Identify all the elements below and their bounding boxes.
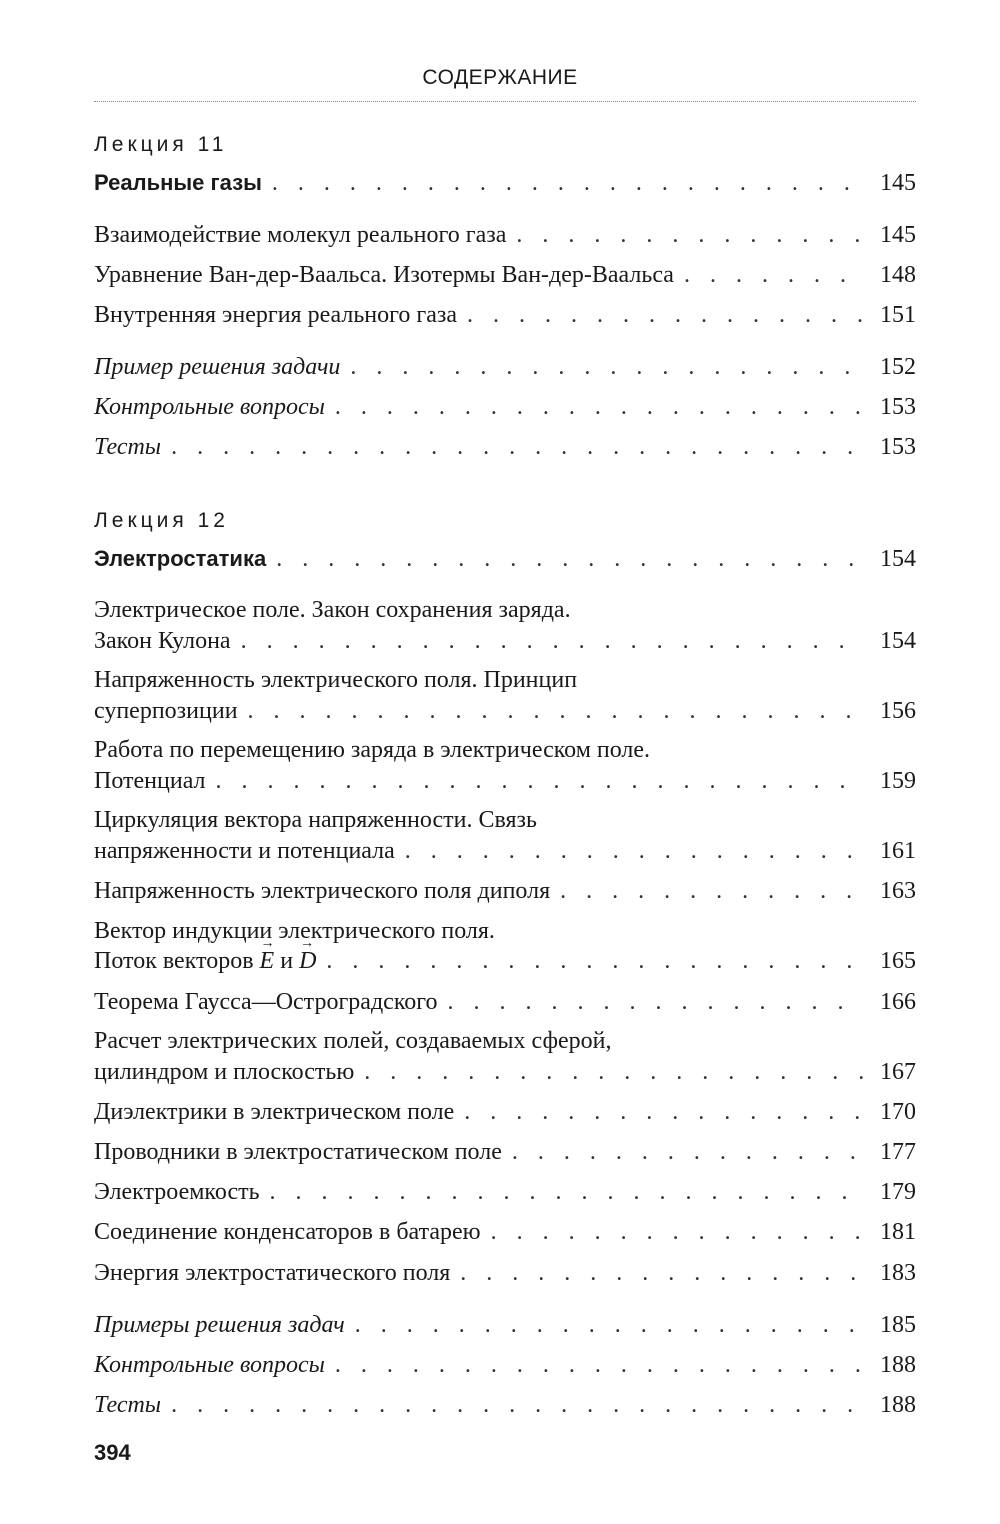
leader-dots (464, 1097, 864, 1127)
entry-title: Уравнение Ван-дер-Ваальса. Изотермы Ван-дер-Ваальса (94, 262, 674, 288)
toc-entry[interactable] (94, 876, 916, 906)
chapter-entry[interactable] (94, 544, 916, 574)
entry-title: Теорема Гаусса—Остроградского (94, 989, 438, 1015)
entry-title: Потенциал (94, 768, 206, 794)
leader-dots (276, 544, 864, 574)
leader-dots (560, 876, 864, 906)
toc-entry[interactable] (94, 300, 916, 330)
page-number: 177 (880, 1139, 916, 1165)
leader-dots (248, 696, 864, 726)
toc-entry-extra[interactable] (94, 392, 916, 422)
entry-title: Примеры решения задач (94, 1312, 345, 1338)
lecture-12-label: Лекция 12 (94, 509, 229, 532)
page-number: 145 (880, 222, 916, 248)
toc-entry-extra[interactable] (94, 1310, 916, 1340)
page-number: 148 (880, 262, 916, 288)
leader-dots (355, 1310, 864, 1340)
leader-dots (467, 300, 864, 330)
entry-title: Энергия электростатического поля (94, 1260, 451, 1286)
vector-e: E → (260, 946, 275, 976)
page-number: 188 (880, 1352, 916, 1378)
leader-dots (684, 260, 864, 290)
leader-dots (171, 1390, 864, 1420)
entry-first-line: Расчет электрических полей, создаваемых сферой, (94, 1028, 612, 1054)
leader-dots (350, 352, 864, 382)
chapter-title: Реальные газы (94, 170, 262, 195)
entry-title: Контрольные вопросы (94, 1352, 325, 1378)
vector-d: D → (299, 946, 316, 976)
chapter-title: Электростатика (94, 546, 267, 571)
page-number: 153 (880, 394, 916, 420)
leader-dots (335, 1350, 864, 1380)
entry-title: Взаимодействие молекул реального газа (94, 222, 507, 248)
entry-title (94, 946, 316, 976)
entry-title: цилиндром и плоскостью (94, 1059, 355, 1085)
entry-title: Тесты (94, 1392, 162, 1418)
leader-dots (335, 392, 864, 422)
toc-entry[interactable] (94, 766, 916, 796)
entry-title: Закон Кулона (94, 628, 231, 654)
entry-first-line: Вектор индукции электрического поля. (94, 918, 495, 944)
toc-entry[interactable] (94, 260, 916, 290)
entry-title-prefix: Поток векторов (94, 948, 254, 974)
toc-entry-extra[interactable] (94, 1350, 916, 1380)
entry-title: суперпозиции (94, 698, 238, 724)
entry-first-line: Напряженность электрического поля. Принцип (94, 667, 578, 693)
page-number: 156 (880, 698, 916, 724)
page-number: 161 (880, 838, 916, 864)
page-number: 152 (880, 354, 916, 380)
leader-dots (171, 432, 864, 462)
entry-title: Тесты (94, 434, 162, 460)
page-number: 145 (880, 170, 916, 196)
page-number: 166 (880, 989, 916, 1015)
entry-title: Соединение конденсаторов в батарею (94, 1219, 481, 1245)
page-number: 159 (880, 768, 916, 794)
toc-entry[interactable] (94, 1177, 916, 1207)
page-number: 154 (880, 546, 916, 572)
leader-dots (491, 1217, 864, 1247)
page-number: 181 (880, 1219, 916, 1245)
entry-title: Внутренняя энергия реального газа (94, 302, 458, 328)
lecture-11-label: Лекция 11 (94, 133, 228, 156)
toc-entry-extra[interactable] (94, 352, 916, 382)
leader-dots (216, 766, 864, 796)
page-number: 151 (880, 302, 916, 328)
toc-entry[interactable] (94, 836, 916, 866)
entry-first-line: Циркуляция вектора напряженности. Связь (94, 807, 537, 833)
entry-title: Контрольные вопросы (94, 394, 325, 420)
conjunction: и (280, 948, 294, 974)
leader-dots (460, 1258, 864, 1288)
entry-title: напряженности и потенциала (94, 838, 395, 864)
toc-entry-extra[interactable] (94, 432, 916, 462)
chapter-entry[interactable] (94, 168, 916, 198)
toc-entry[interactable] (94, 1258, 916, 1288)
entry-title: Пример решения задачи (94, 354, 341, 380)
page-number: 167 (880, 1059, 916, 1085)
leader-dots (516, 220, 864, 250)
entry-title: Диэлектрики в электрическом поле (94, 1099, 455, 1125)
page-number: 165 (880, 948, 916, 974)
running-head: СОДЕРЖАНИЕ (422, 66, 578, 89)
toc-entry[interactable] (94, 1097, 916, 1127)
leader-dots (326, 946, 864, 976)
leader-dots (270, 1177, 864, 1207)
page-number: 188 (880, 1392, 916, 1418)
leader-dots (448, 987, 865, 1017)
page-number: 185 (880, 1312, 916, 1338)
header-rule (94, 101, 916, 102)
toc-entry[interactable] (94, 1217, 916, 1247)
toc-entry[interactable] (94, 1057, 916, 1087)
entry-title: Проводники в электростатическом поле (94, 1139, 502, 1165)
toc-entry[interactable] (94, 987, 916, 1017)
page-number: 179 (880, 1179, 916, 1205)
toc-entry[interactable] (94, 1137, 916, 1167)
toc-entry[interactable] (94, 946, 916, 976)
leader-dots (241, 626, 864, 656)
leader-dots (272, 168, 864, 198)
page-number: 170 (880, 1099, 916, 1125)
page-number: 183 (880, 1260, 916, 1286)
entry-title: Электроемкость (94, 1179, 260, 1205)
page-number: 153 (880, 434, 916, 460)
page-number: 163 (880, 878, 916, 904)
leader-dots (512, 1137, 864, 1167)
toc-entry[interactable] (94, 220, 916, 250)
toc-entry[interactable] (94, 626, 916, 656)
page-folio: 394 (94, 1440, 131, 1465)
toc-entry[interactable] (94, 696, 916, 726)
entry-first-line: Работа по перемещению заряда в электрическом поле. (94, 737, 651, 763)
entry-first-line: Электрическое поле. Закон сохранения заряда. (94, 597, 571, 623)
page-number: 154 (880, 628, 916, 654)
leader-dots (405, 836, 864, 866)
leader-dots (364, 1057, 864, 1087)
entry-title: Напряженность электрического поля диполя (94, 878, 551, 904)
toc-entry-extra[interactable] (94, 1390, 916, 1420)
